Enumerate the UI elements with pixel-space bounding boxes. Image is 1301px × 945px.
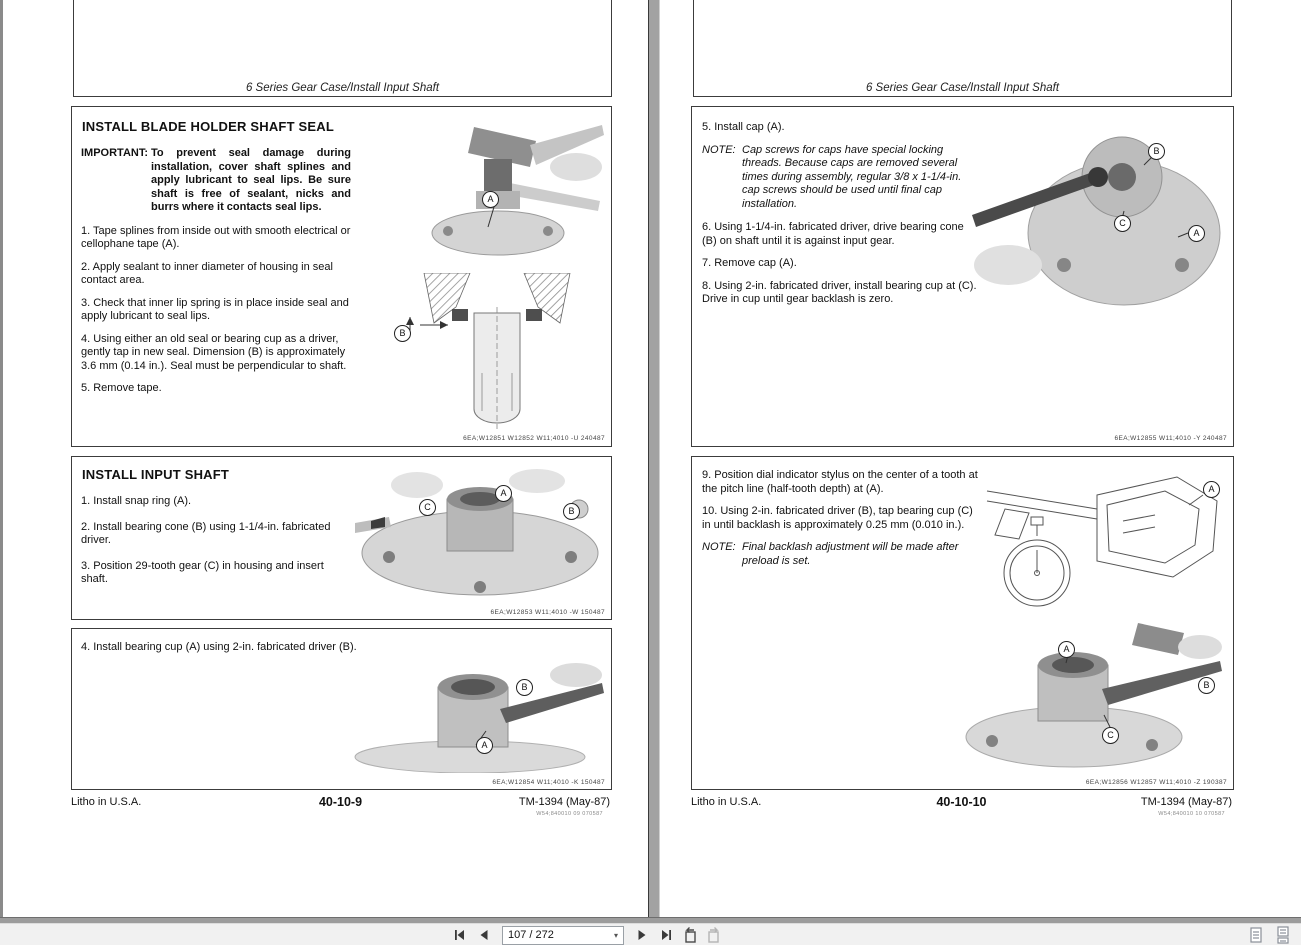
important-label: IMPORTANT:: [81, 147, 149, 159]
figure-caption: 6EA;W12853 W11;4010 -W 150487: [490, 609, 605, 616]
running-header-box: [73, 0, 612, 97]
previous-page-button[interactable]: [474, 926, 494, 944]
step: 1. Tape splines from inside out with smooth electrical or cellophane tape (A).: [81, 224, 351, 250]
step: 4. Install bearing cup (A) using 2-in. fabricated driver (B).: [81, 641, 357, 653]
callout-a: A: [1203, 481, 1220, 498]
callout-c: C: [419, 499, 436, 516]
step: 2. Install bearing cone (B) using 1-1/4-in. fabricated driver.: [81, 520, 331, 546]
figure-seal-install-photo: [390, 115, 604, 267]
previous-view-icon: [681, 926, 699, 944]
step: 5. Remove tape.: [81, 382, 162, 394]
callout-a: A: [1188, 225, 1205, 242]
note-label: NOTE:: [702, 143, 736, 156]
tap-bearing-cup-illustration: [962, 619, 1225, 771]
footer-manual-code: TM-1394 (May-87): [1140, 796, 1232, 808]
figure-caption: 6EA;W12854 W11;4010 -K 150487: [492, 779, 605, 786]
single-page-layout-icon: [1248, 926, 1264, 944]
seal-install-illustration: [390, 115, 604, 267]
note-block: [702, 144, 978, 212]
single-page-layout-button[interactable]: [1246, 926, 1266, 944]
running-header-box: [693, 0, 1232, 97]
figure-caption: 6EA;W12856 W12857 W11;4010 -Z 190387: [1085, 779, 1227, 786]
ratchet-illustration: [972, 115, 1225, 313]
footer-manual-code: TM-1394 (May-87): [518, 796, 610, 808]
note-label: NOTE:: [702, 541, 736, 553]
seal-cross-section-drawing: [390, 273, 604, 435]
footer-page-code: 40-10-10: [936, 795, 987, 809]
previous-view-button[interactable]: [680, 926, 700, 944]
callout-b: B: [1198, 677, 1215, 694]
callout-a: A: [1058, 641, 1075, 658]
step: 7. Remove cap (A).: [702, 257, 797, 269]
section-install-bearing-cup: [71, 628, 612, 790]
callout-b: B: [516, 679, 533, 696]
step: 5. Install cap (A).: [702, 121, 785, 133]
next-view-icon: [705, 926, 723, 944]
step: 6. Using 1-1/4-in. fabricated driver, drive bearing cone (B) on shaft until it is against input gear.: [702, 221, 964, 247]
navigation-toolbar: [0, 923, 1301, 945]
page-left: [3, 0, 648, 917]
figure-caption: 6EA;W12855 W11;4010 -Y 240487: [1114, 435, 1227, 442]
chevron-down-icon: ▾: [613, 930, 618, 940]
section-backlash-adjust: [691, 456, 1234, 790]
next-page-button[interactable]: [632, 926, 652, 944]
callout-b: B: [394, 325, 411, 342]
input-shaft-illustration: [355, 465, 605, 599]
callout-b: B: [563, 503, 580, 520]
step: 4. Using either an old seal or bearing cup as a driver, gently tap in new seal. Dimension (B) is approximately 3.6 mm (0.14 in.). Seal must be perpendicular to shaft.: [81, 332, 347, 372]
figure-bearing-cup-photo: [350, 661, 604, 773]
page-number-value: 107 / 272: [508, 929, 554, 941]
running-title: 6 Series Gear Case/Install Input Shaft: [245, 82, 440, 94]
bearing-cup-illustration: [350, 661, 604, 773]
last-page-button[interactable]: [656, 926, 676, 944]
callout-a: A: [482, 191, 499, 208]
callout-b: B: [1148, 143, 1165, 160]
callout-c: C: [1114, 215, 1131, 232]
figure-ratchet-photo: [972, 115, 1225, 313]
first-page-icon: [452, 927, 468, 943]
section-title: INSTALL INPUT SHAFT: [82, 467, 230, 482]
footer-litho: Litho in U.S.A.: [691, 796, 762, 808]
figure-dial-indicator-drawing: [977, 465, 1225, 615]
page-right: [660, 0, 1301, 917]
section-blade-holder-shaft-seal: [71, 106, 612, 447]
important-block: [81, 147, 353, 215]
section-install-input-shaft: [71, 456, 612, 620]
note-text: Cap screws for caps have special locking threads. Because caps are removed several times during assembly, regular 3/8 x 1-1/4-in. cap screws should be used until final cap installation.: [742, 143, 962, 210]
first-page-button[interactable]: [450, 926, 470, 944]
next-page-icon: [634, 927, 650, 943]
step: 9. Position dial indicator stylus on the center of a tooth at the pitch line (half-tooth depth) at (A).: [702, 469, 978, 495]
next-view-button[interactable]: [704, 926, 724, 944]
callout-c: C: [1102, 727, 1119, 744]
footer-micro-code: W54;840010 09 070587: [536, 811, 603, 817]
step: 8. Using 2-in. fabricated driver, install bearing cup at (C). Drive in cup until gear backlash is zero.: [702, 279, 977, 305]
running-title: 6 Series Gear Case/Install Input Shaft: [865, 82, 1060, 94]
figure-input-shaft-photo: [355, 465, 605, 599]
figure-caption: 6EA;W12851 W12852 W11;4010 -U 240487: [463, 435, 605, 442]
page-nav-group: [450, 924, 724, 945]
page-number-combobox[interactable]: [502, 926, 624, 945]
continuous-layout-icon: [1275, 926, 1291, 944]
note-text: Final backlash adjustment will be made after preload is set.: [742, 541, 959, 567]
footer-micro-code: W54;840010 10 070587: [1158, 811, 1225, 817]
last-page-icon: [658, 927, 674, 943]
callout-a: A: [495, 485, 512, 502]
step: 1. Install snap ring (A).: [81, 495, 192, 507]
section-install-cap: [691, 106, 1234, 447]
step: 3. Check that inner lip spring is in place inside seal and apply lubricant to seal lips.: [81, 296, 349, 322]
section-title: INSTALL BLADE HOLDER SHAFT SEAL: [82, 119, 334, 134]
step: 3. Position 29-tooth gear (C) in housing and insert shaft.: [81, 559, 324, 585]
step: 2. Apply sealant to inner diameter of housing in seal contact area.: [81, 260, 333, 286]
page-divider: [648, 0, 660, 917]
step: 10. Using 2-in. fabricated driver (B), tap bearing cup (C) in until backlash is approximately 0.25 mm (0.010 in.).: [702, 505, 973, 531]
figure-seal-cross-section: [390, 273, 604, 435]
page-layout-group: [1246, 924, 1293, 945]
note-block: [702, 541, 978, 568]
figure-tap-bearing-cup-photo: [962, 619, 1225, 771]
dial-indicator-drawing: [977, 465, 1225, 615]
important-text: To prevent seal damage during installation, cover shaft splines and apply lubricant to seal lips. Be sure shaft is free of sealant, nicks and burrs where it contacts seal lips.: [151, 147, 351, 213]
footer-page-code: 40-10-9: [318, 795, 363, 809]
previous-page-icon: [476, 927, 492, 943]
footer-litho: Litho in U.S.A.: [71, 796, 142, 808]
callout-a: A: [476, 737, 493, 754]
continuous-layout-button[interactable]: [1273, 926, 1293, 944]
